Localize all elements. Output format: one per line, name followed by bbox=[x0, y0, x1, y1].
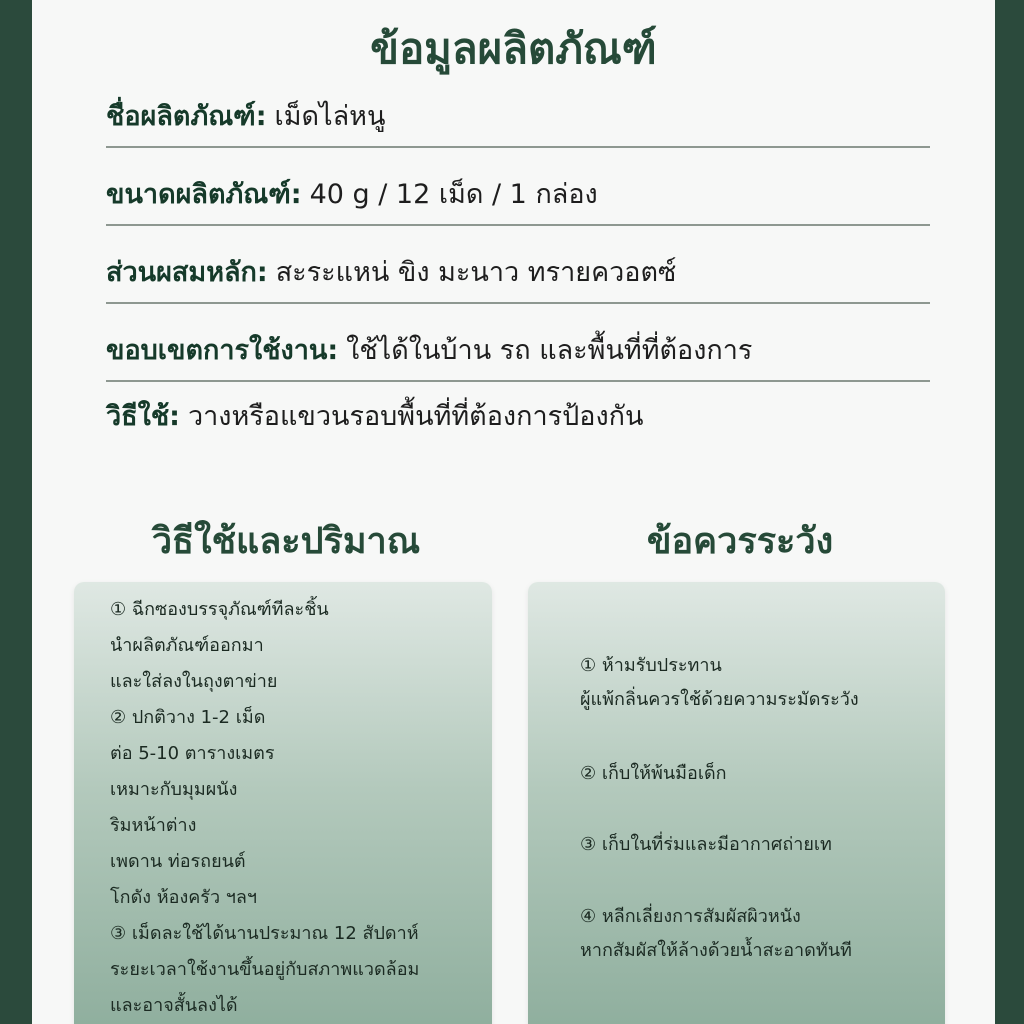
usage-line: ① ฉีกซองบรรจุภัณฑ์ทีละชิ้น bbox=[110, 599, 329, 620]
info-label: วิธีใช้: bbox=[106, 400, 180, 432]
info-value: เม็ดไล่หนู bbox=[274, 100, 386, 132]
caution-line: ③ เก็บในที่ร่มและมีอากาศถ่ายเท bbox=[580, 834, 832, 855]
info-row-how-to-use bbox=[106, 384, 930, 446]
info-row-product-size bbox=[106, 162, 930, 226]
cautions-section-title: ข้อควรระวัง bbox=[646, 521, 834, 562]
usage-line: ริมหน้าต่าง bbox=[110, 815, 197, 836]
page-title: ข้อมูลผลิตภัณฑ์ bbox=[370, 24, 657, 73]
usage-line: ② ปกติวาง 1-2 เม็ด bbox=[110, 707, 266, 728]
info-value: วางหรือแขวนรอบพื้นที่ที่ต้องการป้องกัน bbox=[187, 400, 644, 432]
info-label: ชื่อผลิตภัณฑ์: bbox=[106, 100, 267, 132]
caution-line: ผู้แพ้กลิ่นควรใช้ด้วยความระมัดระวัง bbox=[580, 689, 859, 710]
info-value: สะระแหน่ ขิง มะนาว ทรายควอตซ์ bbox=[275, 256, 677, 288]
usage-line: เพดาน ท่อรถยนต์ bbox=[110, 851, 246, 872]
caution-line: ② เก็บให้พ้นมือเด็ก bbox=[580, 763, 727, 784]
usage-line: ระยะเวลาใช้งานขึ้นอยู่กับสภาพแวดล้อม bbox=[110, 959, 420, 980]
info-label: ขอบเขตการใช้งาน: bbox=[106, 334, 339, 366]
caution-line: ① ห้ามรับประทาน bbox=[580, 655, 722, 676]
usage-section-title: วิธีใช้และปริมาณ bbox=[151, 521, 421, 562]
product-info-page bbox=[32, 0, 995, 1024]
info-value: 40 g / 12 เม็ด / 1 กล่อง bbox=[309, 178, 598, 210]
usage-line: ต่อ 5-10 ตารางเมตร bbox=[110, 743, 275, 764]
usage-line: และอาจสั้นลงได้ bbox=[110, 995, 238, 1016]
info-row-usage-scope bbox=[106, 318, 930, 382]
usage-card bbox=[74, 582, 492, 1024]
usage-line: และใส่ลงในถุงตาข่าย bbox=[110, 671, 278, 692]
caution-line: ④ หลีกเลี่ยงการสัมผัสผิวหนัง bbox=[580, 906, 801, 927]
usage-line: โกดัง ห้องครัว ฯลฯ bbox=[110, 887, 258, 908]
cautions-card bbox=[528, 582, 945, 1024]
info-label: ส่วนผสมหลัก: bbox=[106, 256, 268, 288]
info-row-product-name bbox=[106, 84, 930, 148]
info-label: ขนาดผลิตภัณฑ์: bbox=[106, 178, 302, 210]
usage-line: นำผลิตภัณฑ์ออกมา bbox=[110, 635, 264, 656]
usage-line: ③ เม็ดละใช้ได้นานประมาณ 12 สัปดาห์ bbox=[110, 923, 419, 944]
caution-line: หากสัมผัสให้ล้างด้วยน้ำสะอาดทันที bbox=[580, 940, 852, 961]
info-row-ingredients bbox=[106, 240, 930, 304]
usage-line: เหมาะกับมุมผนัง bbox=[110, 779, 238, 800]
info-value: ใช้ได้ในบ้าน รถ และพื้นที่ที่ต้องการ bbox=[346, 334, 753, 366]
